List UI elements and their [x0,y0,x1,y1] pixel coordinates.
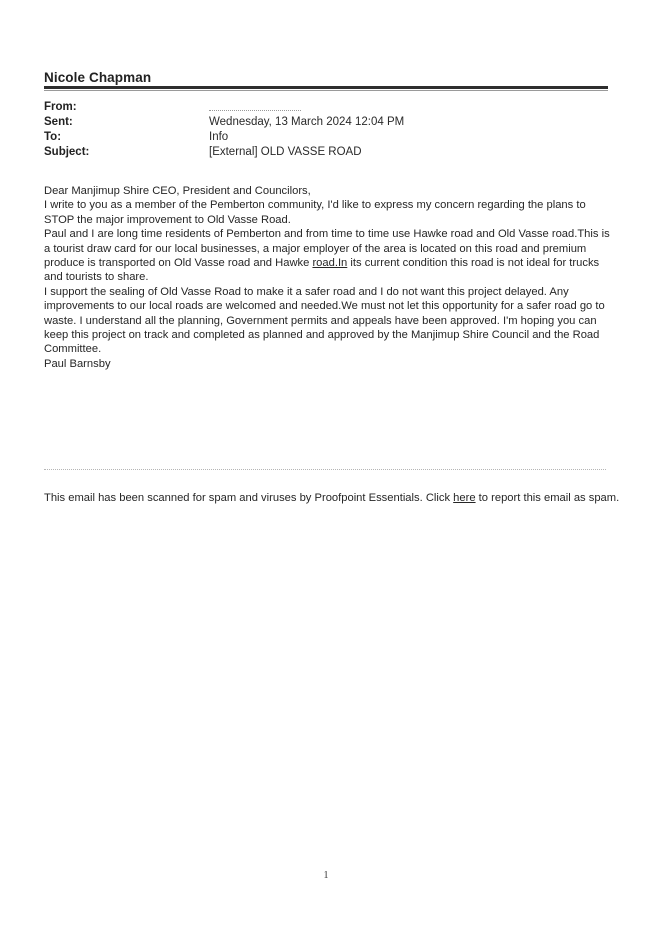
paragraph-2-text-start: Paul and I are long time residents of Pemberton and from time to time use Hawke road and Old Vasse road.This is a tourist draw card for our local businesses, a major employer of the area is located on this road and premium produce is transported on Old Vasse road and Hawke [44,228,610,270]
salutation: Dear Manjimup Shire CEO, President and Councilors, [44,185,311,197]
header-rule-thin [44,90,608,91]
signature: Paul Barnsby [44,357,111,370]
body-paragraph-1: I write to you as a member of the Pemberton community, I'd like to express my concern regarding the plans to STOP the major improvement to Old Vasse Road. [44,199,586,226]
email-body [44,184,610,371]
from-label: From: [44,101,77,113]
subject-value: [External] OLD VASSE ROAD [209,146,362,158]
sent-label: Sent: [44,116,73,128]
report-spam-link[interactable]: here [453,492,476,504]
footer-separator [44,469,606,470]
subject-label: Subject: [44,146,90,158]
paragraph-2-text-end: its current condition this road is not ideal for trucks and tourists to share. [44,257,600,284]
sent-value: Wednesday, 13 March 2024 12:04 PM [209,116,405,128]
to-value: Info [209,131,229,143]
spam-scan-notice [44,491,619,505]
body-paragraph-3: I support the sealing of Old Vasse Road to make it a safer road and I do not want this project delayed. Any improvements to our local roads are welcomed and needed.We must not let this opportunity for a safer road go to waste. I understand all the planning, Government permits and appeals have been approved. I'm hoping you can keep this project on track and completed as planned and approved by the Manjimup Shire Council and the Road Committee. [44,285,605,356]
page-number: 1 [323,870,329,881]
mailbox-owner-name: Nicole Chapman [44,70,152,85]
auto-link-road-in[interactable]: road.In [312,257,348,270]
spam-notice-text-end: to report this email as spam. [475,492,620,504]
from-value-redacted [209,100,301,116]
body-paragraph-2 [44,227,610,285]
to-label: To: [44,131,62,143]
redaction-mark [209,106,301,111]
spam-notice-text-start: This email has been scanned for spam and viruses by Proofpoint Essentials. Click [44,492,454,504]
header-rule [44,86,608,89]
